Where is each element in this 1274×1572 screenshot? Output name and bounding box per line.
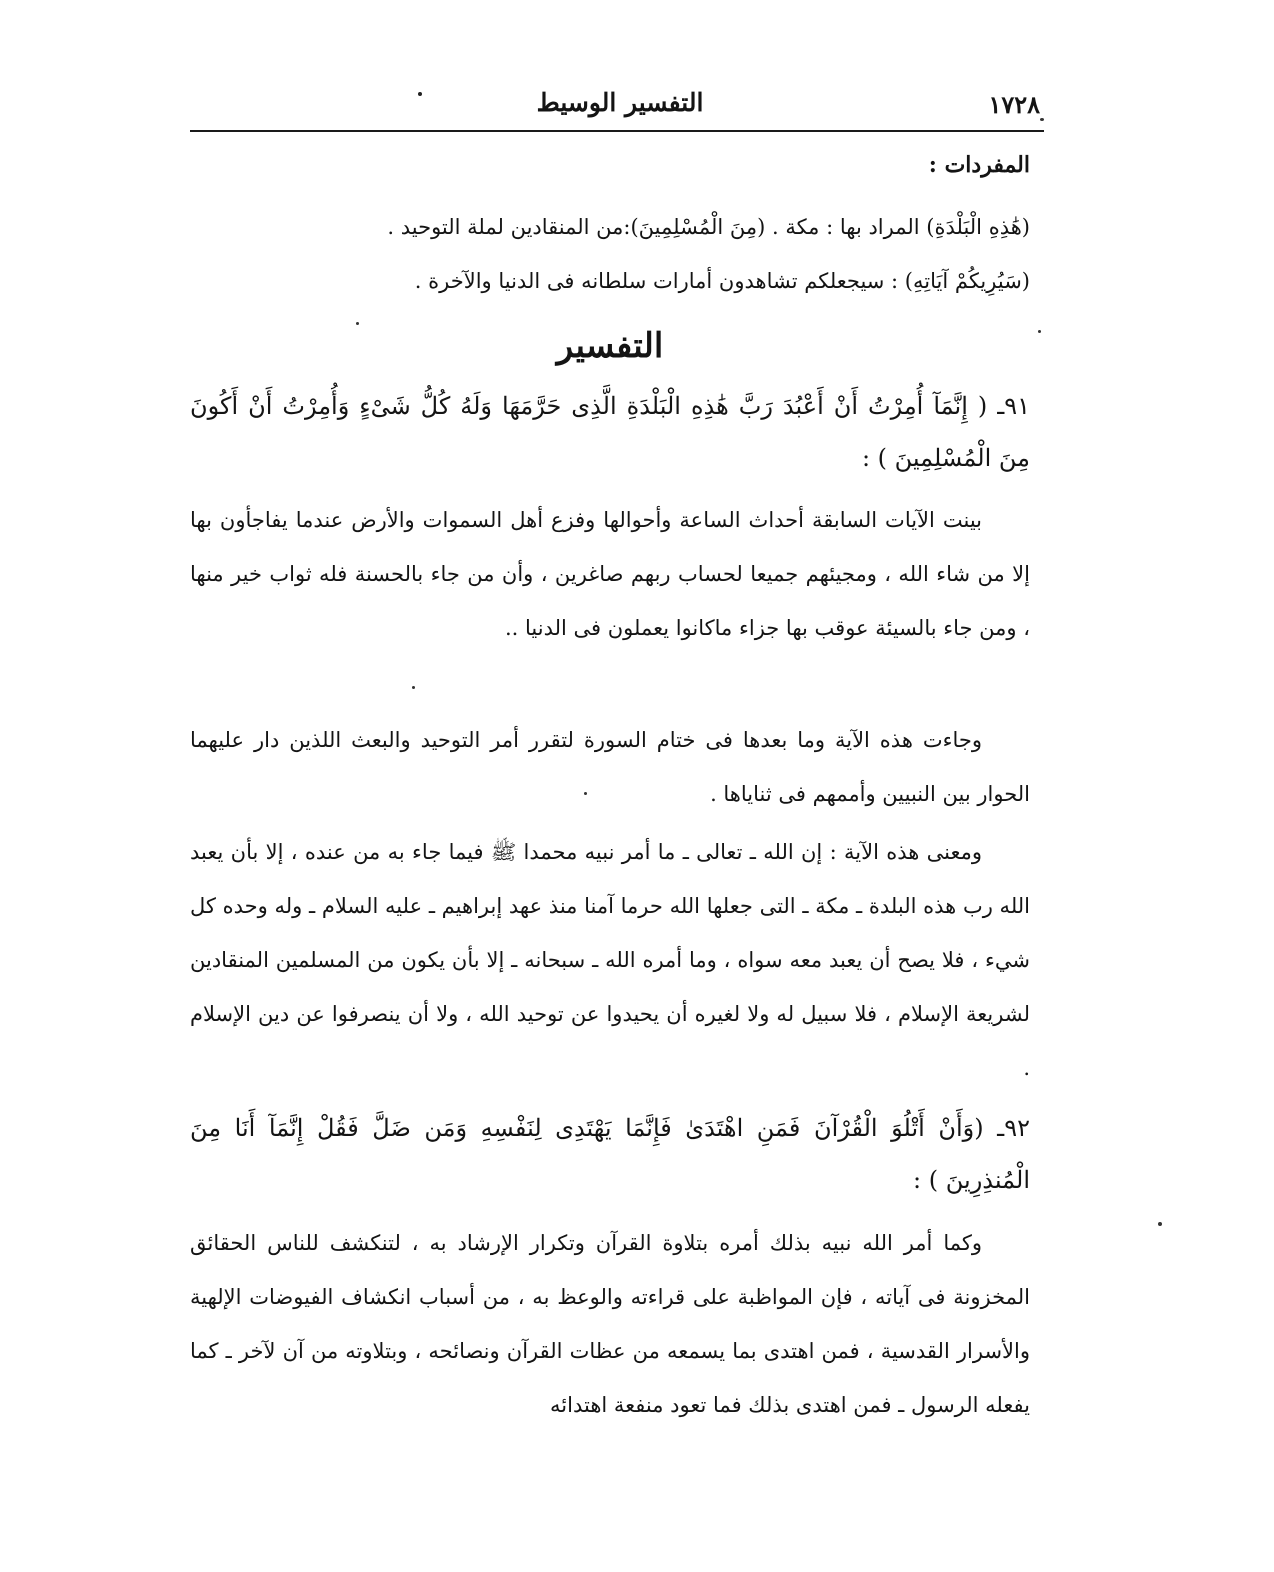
commentary-paragraph: بينت الآيات السابقة أحداث الساعة وأحوالها وفزع أهل السموات والأرض عندما يفاجأون بها إلا من شاء الله ، ومجيئهم جميعا لحساب ربهم صاغرين ، وأن من جاء بالحسنة فله ثواب خير منها ، ومن جاء بالسيئة عوقب بها جزاء ماكانوا يعملون فى الدنيا .. xyxy=(190,508,1030,640)
commentary-paragraph: وجاءت هذه الآية وما بعدها فى ختام السورة لتقرر أمر التوحيد والبعث اللذين دار عليهما الحوار بين النبيين وأممهم فى ثناياها . xyxy=(190,728,1030,806)
vocabulary-heading: المفردات : xyxy=(928,152,1030,178)
verse-91: ٩١ـ ( إِنَّمَآ أُمِرْتُ أَنْ أَعْبُدَ رَبَّ هَٰذِهِ الْبَلْدَةِ الَّذِى حَرَّمَهَا وَلَهُ كُلُّ شَىْءٍ وَأُمِرْتُ أَنْ أَكُونَ مِنَ الْمُسْلِمِينَ ) : xyxy=(190,392,1030,472)
commentary-paragraph: وكما أمر الله نبيه بذلك أمره بتلاوة القرآن وتكرار الإرشاد به ، لتنكشف للناس الحقائق المخزونة فى آياته ، فإن المواظبة على قراءته والوعظ به ، من أسباب انكشاف الفيوضات الإلهية والأسرار القدسية ، فمن اهتدى بما يسمعه من عظات القرآن ونصائحه ، وبتلاوته من آن لآخر ـ كما يفعله الرسول ـ فمن اهتدى بذلك فما تعود منفعة اهتدائه xyxy=(190,1231,1030,1417)
page-number: ١٧٢٨ xyxy=(988,90,1040,119)
section-title: التفسير xyxy=(556,326,664,366)
vocabulary-line: (هَٰذِهِ الْبَلْدَةِ) المراد بها : مكة . (مِنَ الْمُسْلِمِينَ):من المنقادين لملة التوحيد . xyxy=(387,215,1030,239)
commentary-paragraph: ومعنى هذه الآية : إن الله ـ تعالى ـ ما أمر نبيه محمدا ﷺ فيما جاء به من عنده ، إلا بأن يعبد الله رب هذه البلدة ـ مكة ـ التى جعلها الله حرما آمنا منذ عهد إبراهيم ـ عليه السلام ـ وله وحده كل شيء ، فلا يصح أن يعبد معه سواه ، وما أمره الله ـ سبحانه ـ إلا بأن يكون من المسلمين المنقادين لشريعة الإسلام ، فلا سبيل له ولا لغيره أن يحيدوا عن توحيد الله ، ولا أن ينصرفوا عن دين الإسلام . xyxy=(190,840,1030,1080)
scan-speck xyxy=(418,92,422,96)
scan-speck xyxy=(1038,330,1041,333)
page-header xyxy=(190,88,1040,128)
scan-speck xyxy=(412,686,415,689)
verse-92: ٩٢ـ (وَأَنْ أَتْلُوَ الْقُرْآنَ فَمَنِ اهْتَدَىٰ فَإِنَّمَا يَهْتَدِى لِنَفْسِهِ وَمَن ضَلَّ فَقُلْ إِنَّمَآ أَنَا مِنَ الْمُنذِرِينَ ) : xyxy=(190,1114,1030,1194)
scan-speck xyxy=(1158,1222,1162,1226)
vocabulary-line: (سَيُرِيكُمْ آيَاتِهِ) : سيجعلكم تشاهدون أمارات سلطانه فى الدنيا والآخرة . xyxy=(414,269,1030,293)
scan-speck xyxy=(1040,118,1044,121)
scan-speck xyxy=(356,322,359,325)
header-rule xyxy=(190,130,1044,132)
running-title: التفسير الوسيط xyxy=(536,88,704,117)
vocabulary-list xyxy=(190,200,1030,308)
scan-speck xyxy=(584,792,587,795)
